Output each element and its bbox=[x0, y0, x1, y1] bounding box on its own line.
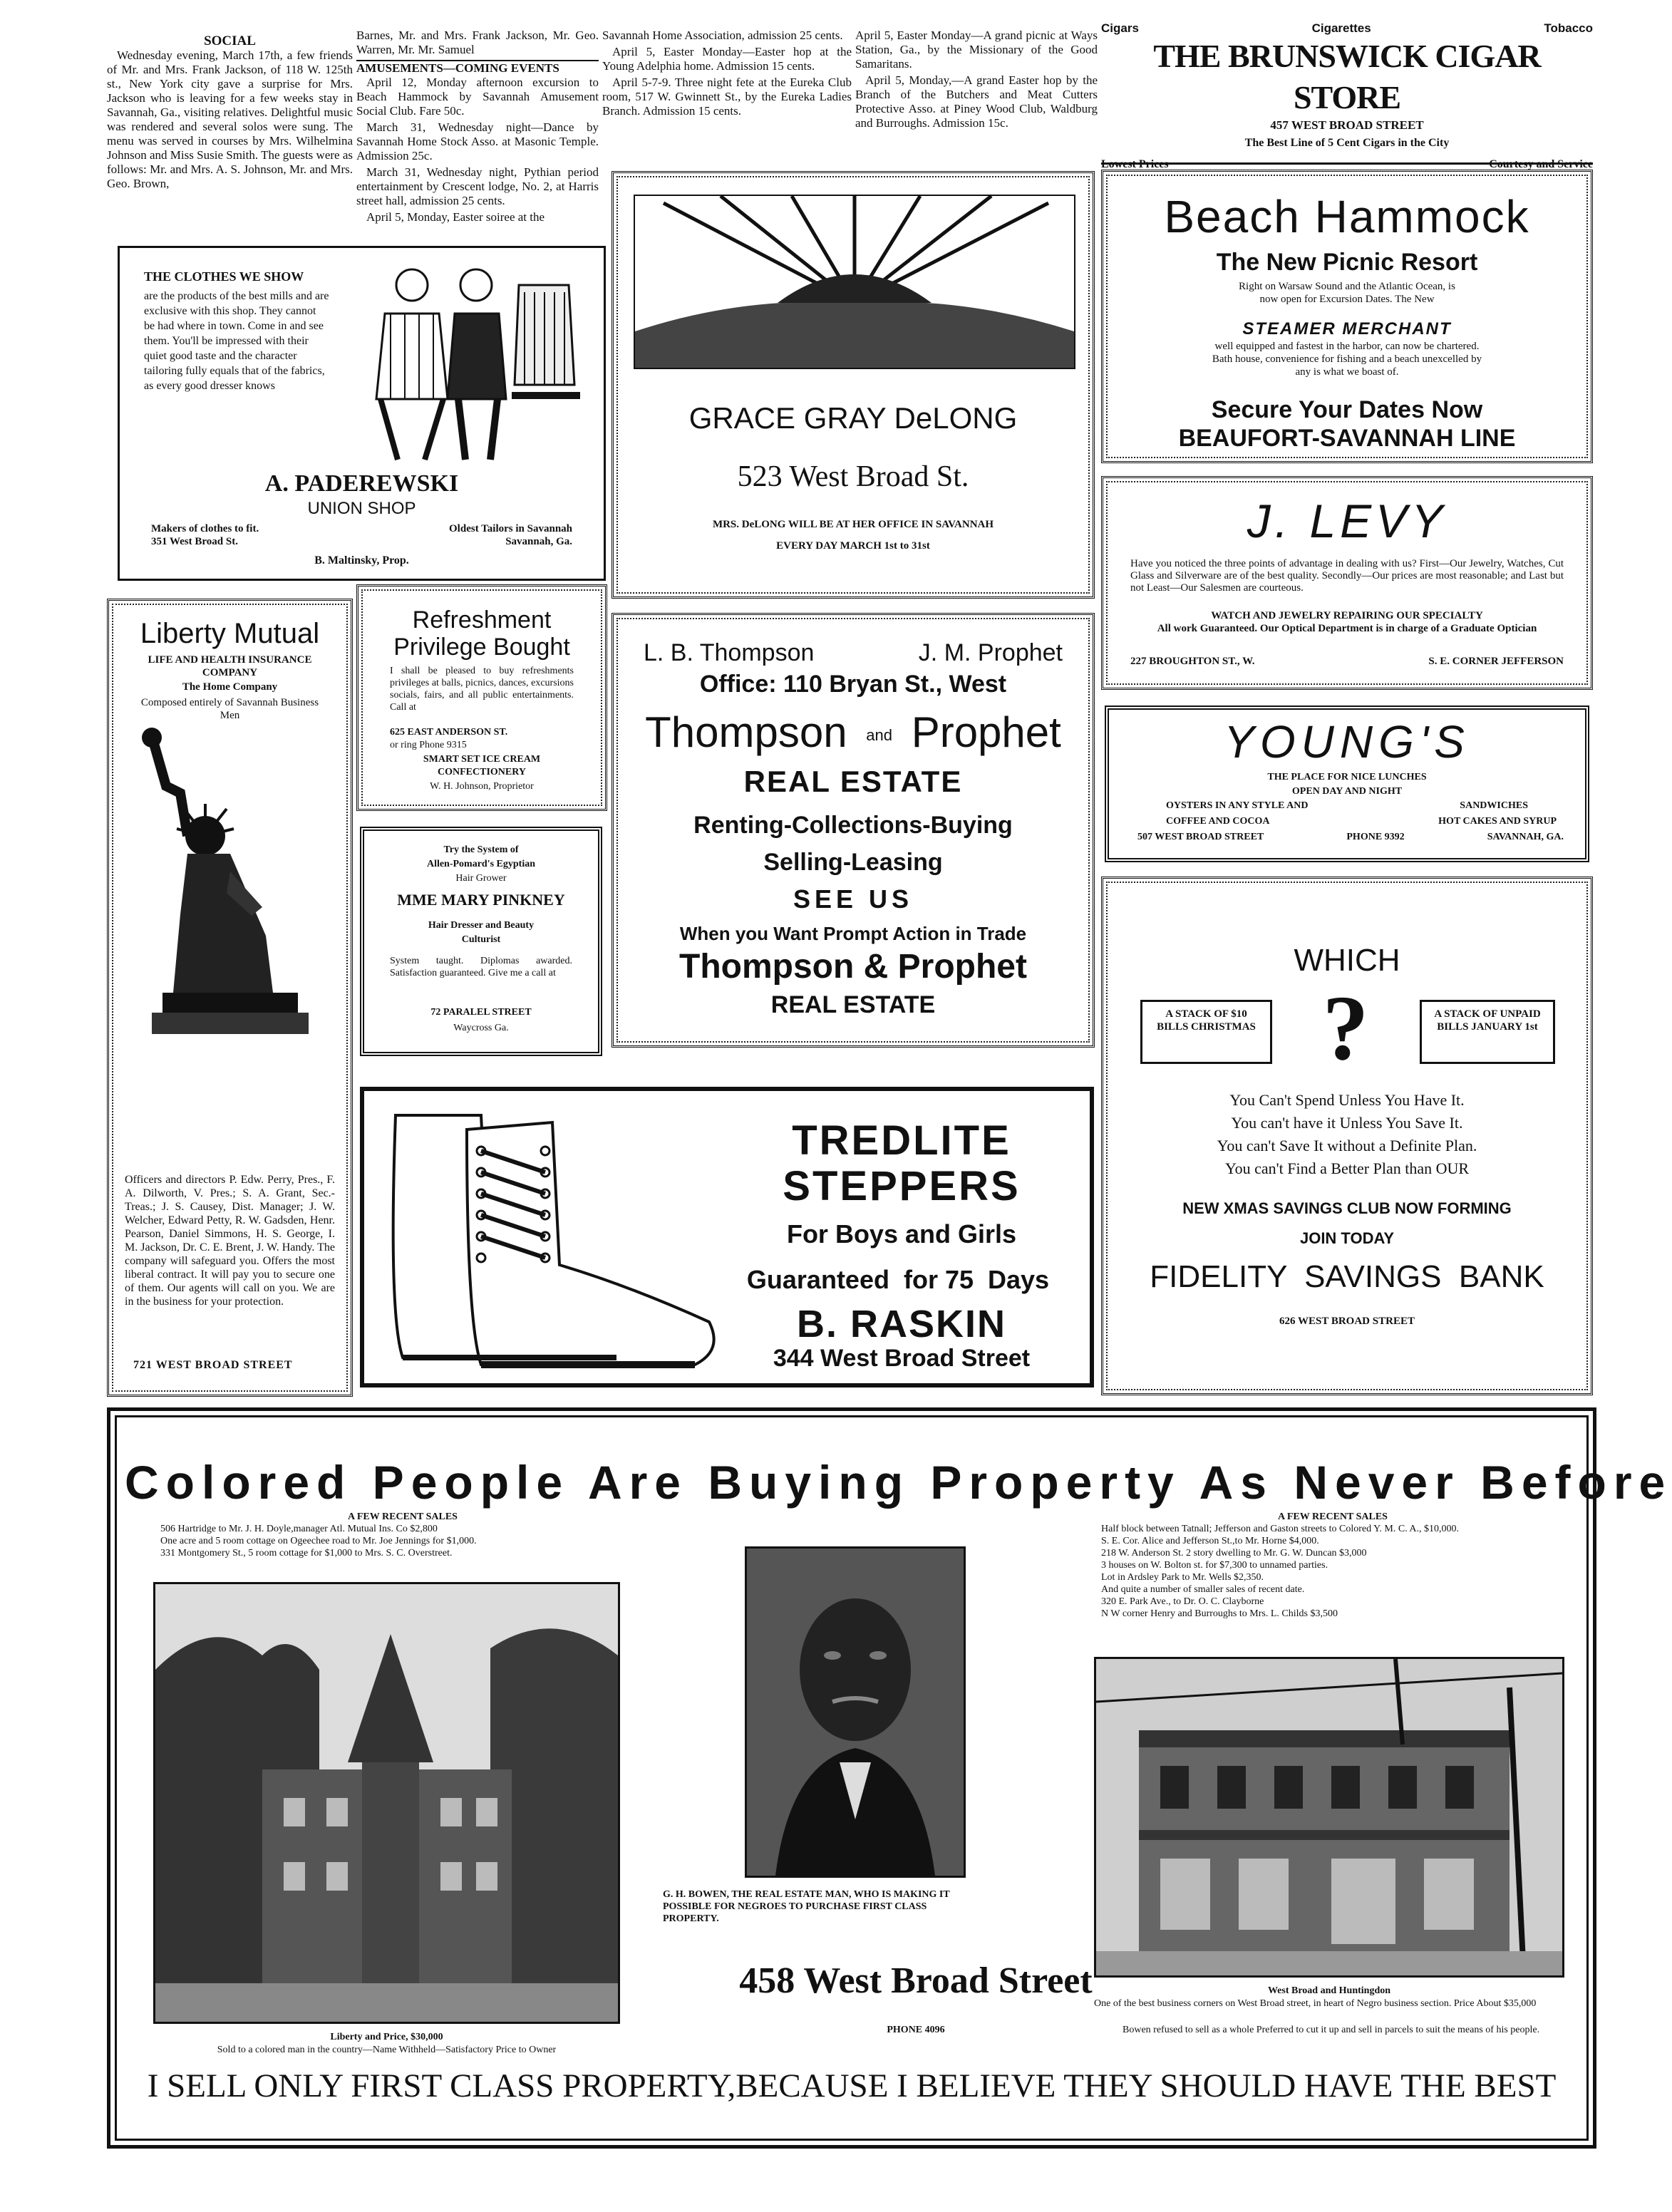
thompson-see: SEE US bbox=[793, 884, 914, 914]
refresh-title1: Refreshment bbox=[412, 606, 552, 634]
beach-subtitle: The New Picnic Resort bbox=[1216, 249, 1478, 276]
amusement-item: April 5, Easter Monday—A grand picnic at Ways Station, Ga., by the Missionary of the Good Samaritans. bbox=[855, 29, 1098, 71]
boots-illustration bbox=[374, 1101, 731, 1379]
bowen-left-sales bbox=[160, 1511, 645, 1575]
amusement-item: Savannah Home Association, admission 25 cents. bbox=[602, 29, 843, 42]
cap-right3: Bowen refused to sell as a whole Preferred to cut it up and sell in parcels to suit the means of his people. bbox=[1123, 2025, 1540, 2035]
fidelity-line: You can't Find a Better Plan than OUR bbox=[1224, 1159, 1470, 1177]
thompson-prophet-ad bbox=[611, 613, 1095, 1048]
levy-ad bbox=[1101, 476, 1593, 690]
amusements-title: AMUSEMENTS—COMING EVENTS bbox=[356, 60, 599, 76]
cap-left1: Liberty and Price, $30,000 bbox=[330, 2032, 443, 2042]
liberty-ad bbox=[107, 599, 353, 1397]
cap-right1: West Broad and Huntingdon bbox=[1267, 1985, 1391, 1996]
amusement-item: April 12, Monday afternoon excursion to Beach Hammock by Savannah Amusement Social Club. Fare 50c. bbox=[356, 76, 599, 118]
firm-a: Thompson bbox=[645, 708, 847, 756]
thompson-svc2: Selling-Leasing bbox=[763, 849, 943, 876]
brunswick-address: 457 WEST BROAD STREET bbox=[1270, 118, 1424, 132]
thompson-re: REAL ESTATE bbox=[743, 765, 963, 798]
paderewski-right2: Savannah, Ga. bbox=[505, 536, 572, 547]
levy-optical: All work Guaranteed. Our Optical Department is in charge of a Graduate Optician bbox=[1157, 623, 1537, 634]
fidelity-club: NEW XMAS SAVINGS CLUB NOW FORMING bbox=[1182, 1199, 1512, 1217]
amusements-column-2 bbox=[602, 29, 852, 171]
amusement-item: April 5, Monday,—A grand Easter hop by the Branch of the Butchers and Meat Cutters Protective Asso. at Piney Wood Club, Waldburg and Burroughs. Admission 15c. bbox=[855, 73, 1098, 130]
pinkney-addr: 72 PARALEL STREET bbox=[430, 1007, 532, 1018]
divider bbox=[1101, 162, 1593, 165]
paderewski-ad bbox=[118, 246, 606, 581]
youngs-name: YOUNG'S bbox=[1224, 716, 1470, 768]
fidelity-line: You can't Save It without a Definite Plan. bbox=[1217, 1137, 1477, 1154]
youngs-l3a: OYSTERS IN ANY STYLE AND bbox=[1166, 800, 1309, 811]
youngs-l5c: SAVANNAH, GA. bbox=[1487, 832, 1564, 842]
youngs-l4a: COFFEE AND COCOA bbox=[1166, 816, 1270, 827]
right-sales-head: A FEW RECENT SALES bbox=[1278, 1511, 1388, 1522]
bowen-address: 458 West Broad Street bbox=[739, 1960, 1093, 2001]
mansion-photo bbox=[153, 1582, 620, 2024]
paderewski-name: A. PADEREWSKI bbox=[264, 470, 459, 497]
bowen-right-sales bbox=[1101, 1511, 1564, 1632]
brunswick-line: The Best Line of 5 Cent Cigars in the City bbox=[1244, 137, 1450, 149]
refresh-prop: W. H. Johnson, Proprietor bbox=[430, 781, 534, 792]
thompson-office: Office: 110 Bryan St., West bbox=[699, 671, 1007, 698]
amusement-item: March 31, Wednesday night, Pythian period entertainment by Crescent lodge, No. 2, at Harris street hall, admission 25 cents. bbox=[356, 165, 599, 207]
tredlite-addr: 344 West Broad Street bbox=[773, 1345, 1031, 1372]
prophet-name: J. M. Prophet bbox=[918, 639, 1063, 666]
pinkney-name: MME MARY PINKNEY bbox=[397, 891, 565, 909]
pinkney-city: Waycross Ga. bbox=[453, 1023, 509, 1033]
levy-body: Have you noticed the three points of advantage in dealing with us? First—Our Jewelry, Watches, Cut Glass and Silverware are of the best quality. Secondly—Our prices are most reasonable; and Last but not Least—Our Salesmen are courteous. bbox=[1130, 558, 1564, 594]
paderewski-sub: UNION SHOP bbox=[307, 499, 416, 518]
liberty-title: Liberty Mutual bbox=[140, 618, 320, 649]
paderewski-body: are the products of the best mills and are exclusive with this shop. They cannot be had where in town. Come in and see them. You'll be impressed with their quiet good taste and the character tailoring fully equals that of the fabrics, as every good dresser knows bbox=[144, 290, 329, 392]
beach-secure: Secure Your Dates Now bbox=[1211, 396, 1483, 423]
amusement-item: April 5, Easter Monday—Easter hop at the Young Adelphia home. Admission 15 cents. bbox=[602, 45, 852, 73]
liberty-address: 721 WEST BROAD STREET bbox=[133, 1359, 293, 1371]
firm-b: Prophet bbox=[911, 708, 1061, 756]
thompson-firm2: Thompson & Prophet bbox=[679, 948, 1027, 986]
refreshment-ad bbox=[356, 584, 607, 811]
amusement-item: April 5, Monday, Easter soiree at the bbox=[366, 210, 545, 224]
pinkney-l4: Hair Dresser and Beauty bbox=[428, 920, 535, 931]
sunrise-illustration bbox=[634, 195, 1075, 369]
thompson-re2: REAL ESTATE bbox=[770, 991, 936, 1018]
tredlite-guar: Guaranteed for 75 Days bbox=[746, 1265, 1050, 1294]
left-sale: One acre and 5 room cottage on Ogeechee road to Mr. Joe Jennings for $1,000. bbox=[160, 1536, 477, 1546]
pinkney-l2: Allen-Pomard's Egyptian bbox=[426, 859, 536, 869]
refresh-title2: Privilege Bought bbox=[393, 634, 570, 661]
pinkney-l1: Try the System of bbox=[443, 844, 519, 855]
brunswick-tobacco: Tobacco bbox=[1544, 21, 1593, 35]
brunswick-ad bbox=[1101, 21, 1593, 164]
right-sale: 320 E. Park Ave., to Dr. O. C. Clayborne bbox=[1101, 1596, 1264, 1607]
youngs-ad bbox=[1105, 706, 1589, 862]
liberty-sub1: LIFE AND HEALTH INSURANCE COMPANY bbox=[148, 654, 312, 678]
cap-right2: One of the best business corners on West Broad street, in heart of Negro business section. Price About $35,000 bbox=[1094, 1998, 1537, 2009]
levy-left: 227 BROUGHTON ST., W. bbox=[1130, 656, 1255, 667]
paderewski-right1: Oldest Tailors in Savannah bbox=[449, 523, 572, 534]
brunswick-cigarettes: Cigarettes bbox=[1311, 21, 1371, 35]
youngs-l3b: SANDWICHES bbox=[1460, 800, 1528, 811]
paderewski-left2: 351 West Broad St. bbox=[151, 536, 238, 547]
liberty-sub2: The Home Company bbox=[182, 681, 278, 693]
beach-hammock-ad bbox=[1101, 170, 1593, 463]
right-sale: And quite a number of smaller sales of recent date. bbox=[1101, 1584, 1305, 1595]
cap-left2: Sold to a colored man in the country—Name Withheld—Satisfactory Price to Owner bbox=[217, 2045, 557, 2055]
youngs-l4b: HOT CAKES AND SYRUP bbox=[1438, 816, 1557, 827]
fidelity-line: You Can't Spend Unless You Have It. bbox=[1229, 1091, 1465, 1109]
youngs-l2: OPEN DAY AND NIGHT bbox=[1291, 786, 1403, 797]
youngs-l5a: 507 WEST BROAD STREET bbox=[1137, 832, 1264, 842]
delong-name: GRACE GRAY DeLONG bbox=[688, 401, 1018, 435]
liberty-body: Officers and directors P. Edw. Perry, Pres., F. A. Dilworth, V. Pres.; S. A. Grant, Sec.-Treas.; J. S. Causey, Dist. Manager; J. W. Welcher, Edward Petty, R. W. Gadsden, Henr. Pearson, Daniel Simmons, H. S. George, I. M. Jackson, Dr. C. E. Brent, J. W. Handy. The company will safeguard you. Offers the most liberal contract. It will pay you to secure one of them. Our agents will call on you. We are in the business for your protection. bbox=[125, 1174, 335, 1308]
liberty-sub3: Composed entirely of Savannah Business Men bbox=[140, 697, 319, 721]
right-sale: S. E. Cor. Alice and Jefferson St.,to Mr. Horne $4,000. bbox=[1101, 1536, 1319, 1546]
delong-line2: EVERY DAY MARCH 1st to 31st bbox=[776, 540, 930, 552]
delong-ad bbox=[611, 171, 1095, 599]
fidelity-join: JOIN TODAY bbox=[1299, 1229, 1395, 1247]
paderewski-prop: B. Maltinsky, Prop. bbox=[314, 554, 409, 567]
delong-line1: MRS. DeLONG WILL BE AT HER OFFICE IN SAVANNAH bbox=[712, 519, 994, 530]
right-sale: 218 W. Anderson St. 2 story dwelling to Mr. G. W. Duncan $3,000 bbox=[1101, 1548, 1367, 1559]
social-title: SOCIAL bbox=[204, 33, 256, 48]
portrait-caption: G. H. BOWEN, THE REAL ESTATE MAN, WHO IS MAKING IT POSSIBLE FOR NEGROES TO PURCHASE FIRST CLASS PROPERTY. bbox=[663, 1889, 950, 1924]
left-sale: 506 Hartridge to Mr. J. H. Doyle,manager Atl. Mutual Ins. Co $2,800 bbox=[160, 1524, 438, 1534]
fidelity-bank: FIDELITY SAVINGS BANK bbox=[1150, 1259, 1544, 1294]
fidelity-addr: 626 WEST BROAD STREET bbox=[1279, 1316, 1415, 1327]
right-sale: N W corner Henry and Burroughs to Mrs. L. Childs $3,500 bbox=[1101, 1608, 1338, 1619]
amusements-column bbox=[356, 29, 599, 242]
paderewski-heading: THE CLOTHES WE SHOW bbox=[144, 269, 304, 284]
levy-right: S. E. CORNER JEFFERSON bbox=[1428, 656, 1564, 667]
social-body: Wednesday evening, March 17th, a few friends of Mr. and Mrs. Frank Jackson, of 118 W. 125th st., New York city gave a surprise for Mrs. Jackson who is leaving for a few weeks stay in Savannah, Ga., visiting relatives. Delightful music was rendered and several solos were sung. The menu was served in courses by Mrs. Wilhelmina Johnson and Miss Susie Smith. The guests were as follows: Mr. and Mrs. A. S. Johnson, Mr. and Mrs. Geo. Brown, bbox=[107, 48, 353, 190]
thompson-name: L. B. Thompson bbox=[644, 639, 815, 666]
tredlite-t1: TREDLITE bbox=[792, 1117, 1011, 1164]
brunswick-cigars: Cigars bbox=[1101, 21, 1139, 35]
amusement-item: March 31, Wednesday night—Dance by Savannah Home Stock Asso. at Masonic Temple. Admission 25c. bbox=[356, 120, 599, 162]
left-sale: 331 Montgomery St., 5 room cottage for $1,000 to Mrs. S. C. Overstreet. bbox=[160, 1548, 453, 1559]
levy-special: WATCH AND JEWELRY REPAIRING OUR SPECIALTY bbox=[1211, 610, 1483, 621]
fidelity-ad bbox=[1101, 877, 1593, 1395]
brunswick-name: THE BRUNSWICK CIGAR STORE bbox=[1153, 38, 1541, 115]
bowen-ad bbox=[107, 1407, 1672, 2149]
tredlite-name: B. RASKIN bbox=[796, 1303, 1006, 1345]
refresh-co1: SMART SET ICE CREAM bbox=[423, 754, 541, 765]
social-cont: Barnes, Mr. and Mrs. Frank Jackson, Mr. Geo. Warren, Mr. Mr. Samuel bbox=[356, 29, 599, 56]
beach-body1: Right on Warsaw Sound and the Atlantic Ocean, is now open for Excursion Dates. The New bbox=[1239, 281, 1455, 305]
refresh-addr: 625 EAST ANDERSON ST. bbox=[390, 727, 508, 738]
firm-and: and bbox=[866, 726, 893, 745]
pinkney-body: System taught. Diplomas awarded. Satisfaction guaranteed. Give me a call at bbox=[390, 956, 572, 978]
thompson-firm bbox=[614, 708, 1093, 757]
youngs-l1: THE PLACE FOR NICE LUNCHES bbox=[1267, 772, 1427, 782]
tredlite-ad bbox=[360, 1087, 1094, 1387]
social-column bbox=[107, 34, 353, 241]
left-sales-head: A FEW RECENT SALES bbox=[348, 1511, 458, 1522]
amusement-item: April 5-7-9. Three night fete at the Eureka Club room, 517 W. Gwinnett St., by the Eureka Ladies Branch. Admission 15 cents. bbox=[602, 76, 852, 118]
beach-line: BEAUFORT-SAVANNAH LINE bbox=[1178, 425, 1516, 452]
statue-of-liberty-illustration bbox=[123, 729, 337, 1035]
pinkney-ad bbox=[360, 827, 602, 1056]
beach-body2: well equipped and fastest in the harbor, can now be chartered. Bath house, convenience for fishing and a beach unexcelled by any is what we boast of. bbox=[1212, 341, 1482, 378]
tredlite-t2: STEPPERS bbox=[783, 1163, 1021, 1209]
tredlite-for: For Boys and Girls bbox=[786, 1219, 1017, 1249]
refresh-phone: or ring Phone 9315 bbox=[390, 740, 467, 750]
refresh-body: I shall be pleased to buy refreshments privileges at balls, picnics, dances, excursions socials, fairs, and all public entertainments. Call at bbox=[390, 666, 574, 713]
portrait-photo bbox=[745, 1546, 966, 1878]
fidelity-question: ? bbox=[1322, 977, 1369, 1080]
fidelity-line: You can't have it Unless You Save It. bbox=[1231, 1114, 1463, 1132]
beach-title: Beach Hammock bbox=[1164, 191, 1530, 242]
fidelity-right-box: A STACK OF UNPAID BILLS JANUARY 1st bbox=[1420, 1000, 1555, 1064]
bowen-footer: I SELL ONLY FIRST CLASS PROPERTY,BECAUSE I BELIEVE THEY SHOULD HAVE THE BEST bbox=[147, 2067, 1557, 2104]
refresh-co2: CONFECTIONERY bbox=[438, 767, 526, 777]
bowen-headline: Colored People Are Buying Property As Never Before bbox=[125, 1456, 1672, 1509]
pinkney-l3: Hair Grower bbox=[455, 873, 507, 884]
pinkney-l5: Culturist bbox=[461, 934, 501, 945]
amusements-column-3 bbox=[855, 29, 1098, 171]
right-sale: 3 houses on W. Bolton st. for $7,300 to unnamed parties. bbox=[1101, 1560, 1328, 1571]
clothing-illustration bbox=[341, 257, 583, 463]
delong-address: 523 West Broad St. bbox=[737, 460, 969, 493]
fidelity-which: WHICH bbox=[1294, 943, 1400, 978]
right-sale: Half block between Tatnall; Jefferson and Gaston streets to Colored Y. M. C. A., $10,000. bbox=[1101, 1524, 1460, 1534]
levy-name: J. LEVY bbox=[1247, 495, 1447, 547]
beach-steamer: STEAMER MERCHANT bbox=[1242, 319, 1452, 338]
fidelity-left-box: A STACK OF $10 BILLS CHRISTMAS bbox=[1140, 1000, 1272, 1064]
building-photo bbox=[1094, 1657, 1564, 1978]
right-sale: Lot in Ardsley Park to Mr. Wells $2,350. bbox=[1101, 1572, 1264, 1583]
thompson-when: When you Want Prompt Action in Trade bbox=[679, 923, 1027, 944]
paderewski-left1: Makers of clothes to fit. bbox=[151, 523, 259, 534]
youngs-l5b: PHONE 9392 bbox=[1346, 832, 1405, 842]
thompson-svc1: Renting-Collections-Buying bbox=[693, 812, 1013, 839]
bowen-phone: PHONE 4096 bbox=[887, 2025, 945, 2035]
